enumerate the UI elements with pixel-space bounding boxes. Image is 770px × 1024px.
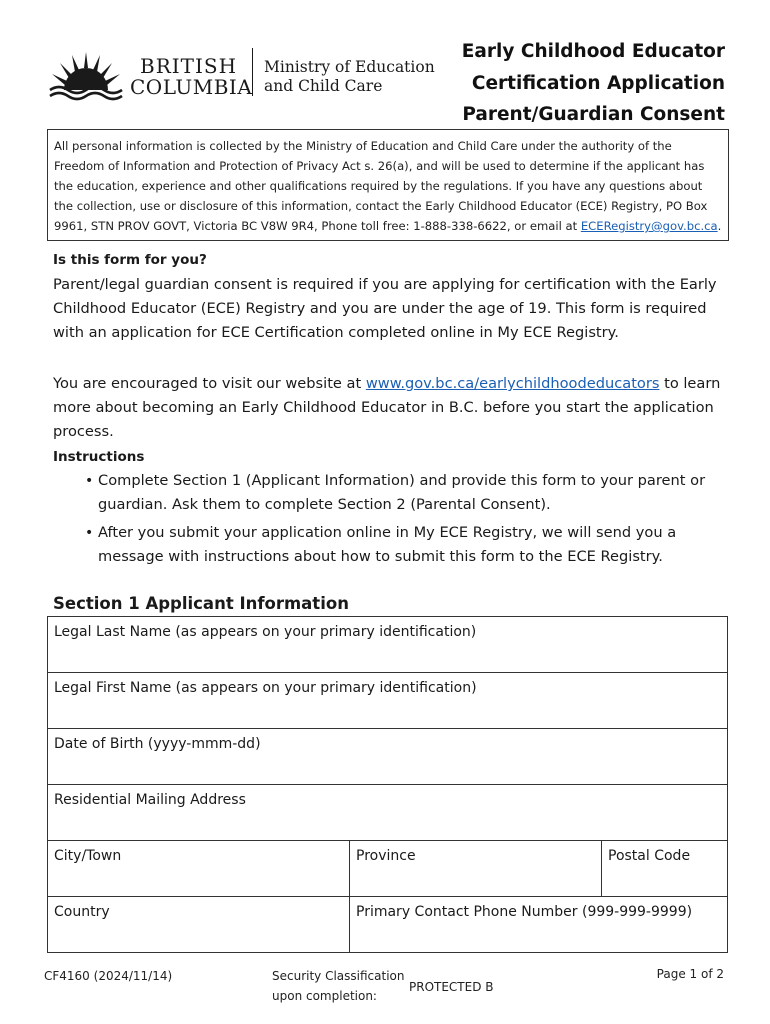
ministry-line-1: Ministry of Education [264, 58, 435, 76]
first-name-field[interactable] [48, 673, 728, 729]
form-title-line-1: Early Childhood Educator [461, 41, 725, 62]
first-name-label: Legal First Name (as appears on your primary identification) [54, 680, 477, 696]
intro-content [53, 250, 733, 573]
province-field[interactable] [350, 841, 602, 897]
postal-code-field[interactable] [602, 841, 728, 897]
form-title-line-2: Certification Application [471, 72, 725, 94]
website-link[interactable]: www.gov.bc.ca/earlychildhoodeducators [365, 375, 660, 392]
intro-p2-after: to learn more about becoming an Early Childhood Educator in B.C. before you start the application process. [53, 375, 721, 440]
instruction-text: After you submit your application online in My ECE Registry, we will send you a message with instructions about how to submit this form to the ECE Registry. [98, 524, 677, 565]
security-line-2: upon completion: [272, 989, 377, 1003]
bc-government-logo [48, 46, 435, 102]
form-title [462, 36, 725, 131]
page-number: Page 1 of 2 [656, 967, 724, 981]
section-1-title: Section 1 Applicant Information [53, 594, 349, 613]
instructions-heading: Instructions [53, 449, 145, 465]
ministry-line-2: and Child Care [264, 77, 383, 95]
security-classification [272, 966, 412, 1006]
page-footer [0, 962, 770, 1024]
form-code: CF4160 (2024/11/14) [44, 969, 173, 983]
bc-sun-logo-icon [48, 46, 124, 102]
instruction-text: Complete Section 1 (Applicant Information) and provide this form to your parent or guardian. Ask them to complete Section 2 (Parental Consent). [98, 472, 706, 513]
bullet-icon: • [85, 525, 94, 541]
last-name-field[interactable] [48, 617, 728, 673]
province-label: Province [356, 848, 416, 864]
country-label: Country [54, 904, 110, 920]
privacy-email-link[interactable]: ECERegistry@gov.bc.ca [580, 219, 718, 233]
privacy-notice [47, 129, 729, 241]
city-field[interactable] [48, 841, 350, 897]
logo-wordmark [130, 56, 252, 98]
mailing-address-field[interactable] [48, 785, 728, 841]
privacy-end: . [717, 219, 722, 233]
list-item [53, 521, 733, 569]
last-name-label: Legal Last Name (as appears on your primary identification) [54, 624, 477, 640]
privacy-text: All personal information is collected by the Ministry of Education and Child Care under the authority of the Freedom of Information and Protection of Privacy Act s. 26(a), and will be used to determine if the applicant has the education, experience and other qualifications required by the regulations. If you have any questions about the collection, use or disclosure of this information, contact the Early Childhood Educator (ECE) Registry, PO Box 9961, STN PROV GOVT, Victoria BC V8W 9R4, Phone toll free: 1-888-338-6622, or email at [54, 139, 708, 233]
postal-label: Postal Code [608, 848, 691, 864]
address-label: Residential Mailing Address [54, 792, 246, 808]
page-header [0, 0, 770, 130]
phone-label: Primary Contact Phone Number (999-999-9999) [356, 904, 693, 920]
list-item [53, 469, 733, 517]
applicant-information-table [47, 616, 728, 953]
intro-heading: Is this form for you? [53, 252, 207, 268]
intro-paragraph-1: Parent/legal guardian consent is required if you are applying for certification with the Early Childhood Educator (ECE) Registry and you are under the age of 19. This form is required with an application for ECE Certification completed online in My ECE Registry. [53, 276, 717, 341]
security-line-1: Security Classification [272, 969, 405, 983]
ministry-name [264, 58, 435, 96]
bullet-icon: • [85, 473, 94, 489]
instructions-list [53, 469, 733, 569]
form-title-line-3: Parent/Guardian Consent [462, 104, 725, 125]
intro-p2-before: You are encouraged to visit our website at [53, 375, 366, 392]
logo-british: BRITISH [140, 54, 238, 78]
city-label: City/Town [54, 848, 122, 864]
date-of-birth-field[interactable] [48, 729, 728, 785]
logo-divider [252, 48, 253, 96]
intro-paragraph-2 [53, 372, 733, 444]
dob-label: Date of Birth (yyyy-mmm-dd) [54, 736, 261, 752]
phone-field[interactable] [350, 897, 728, 953]
logo-columbia: COLUMBIA [130, 75, 253, 99]
protected-label: PROTECTED B [409, 980, 494, 994]
country-field[interactable] [48, 897, 350, 953]
